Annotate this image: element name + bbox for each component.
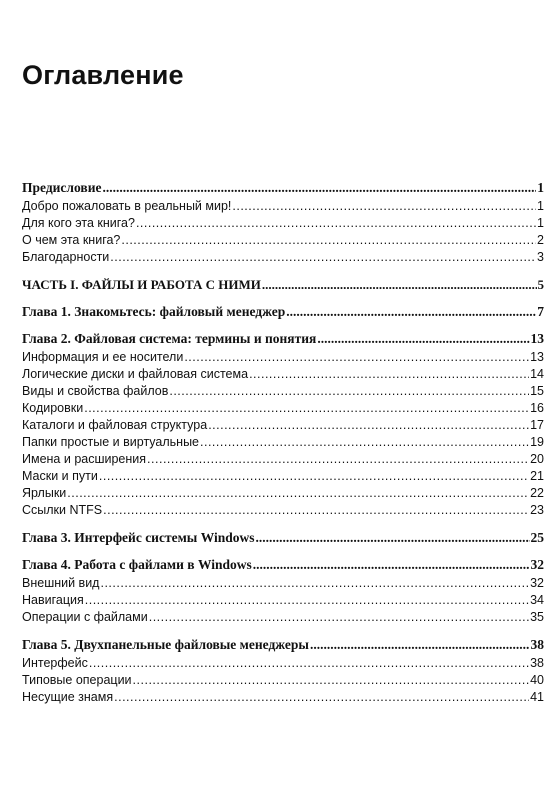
toc-page-number: 19 (530, 435, 544, 449)
dot-leader (102, 179, 536, 196)
toc-page-number: 17 (530, 418, 544, 432)
dot-leader (136, 215, 536, 232)
toc-entry-title: Ярлыки (22, 486, 67, 500)
toc-entry-title: Логические диски и файловая система (22, 367, 249, 381)
toc-heading (22, 303, 544, 320)
toc-entry-title: Несущие знамя (22, 690, 114, 704)
toc-page-number: 21 (530, 469, 544, 483)
toc-page-number: 1 (537, 216, 544, 230)
toc-page-number: 13 (530, 350, 544, 364)
toc-entry-title: Глава 4. Работа с файлами в Windows (22, 557, 252, 572)
toc-page-number: 32 (530, 557, 544, 572)
toc-entry-title: Имена и расширения (22, 452, 147, 466)
toc-entry (22, 434, 544, 451)
toc-entry-title: Глава 2. Файловая система: термины и понятия (22, 331, 317, 346)
toc-entry (22, 451, 544, 468)
dot-leader (85, 592, 529, 609)
toc-entry (22, 609, 544, 626)
toc-page-number: 38 (530, 656, 544, 670)
toc-page-number: 15 (530, 384, 544, 398)
toc-entry-title: Глава 5. Двухпанельные файловые менеджеры (22, 637, 309, 652)
dot-leader (99, 468, 529, 485)
toc-page-number: 40 (530, 673, 544, 687)
toc-page-number: 5 (537, 277, 544, 292)
toc-page-number: 22 (530, 486, 544, 500)
toc-entry (22, 592, 544, 609)
toc-entry (22, 232, 544, 249)
toc-page-number: 41 (530, 690, 544, 704)
dot-leader (100, 575, 529, 592)
toc-entry-title: Интерфейс (22, 656, 88, 670)
dot-leader (255, 529, 529, 546)
dot-leader (169, 383, 529, 400)
toc-entry (22, 485, 544, 502)
dot-leader (200, 434, 529, 451)
toc-entry-title: Внешний вид (22, 576, 100, 590)
dot-leader (286, 303, 536, 320)
dot-leader (147, 451, 529, 468)
toc-page-number: 3 (537, 250, 544, 264)
toc-entry-title: Кодировки (22, 401, 84, 415)
dot-leader (232, 198, 536, 215)
toc-entry-title: Операции с файлами (22, 610, 148, 624)
toc-page-number: 1 (537, 199, 544, 213)
toc-entry-title: Навигация (22, 593, 84, 607)
toc-entry (22, 215, 544, 232)
dot-leader (89, 655, 529, 672)
table-of-contents (22, 179, 544, 706)
toc-entry (22, 417, 544, 434)
toc-page-number: 13 (530, 331, 544, 346)
toc-entry-title: Для кого эта книга? (22, 216, 135, 230)
dot-leader (262, 276, 537, 293)
dot-leader (110, 249, 536, 266)
dot-leader (249, 366, 529, 383)
dot-leader (103, 502, 529, 519)
toc-heading (22, 330, 544, 347)
toc-entry-title: Информация и ее носители (22, 350, 184, 364)
toc-entry-title: Глава 3. Интерфейс системы Windows (22, 530, 255, 545)
dot-leader (317, 330, 529, 347)
toc-page-number: 20 (530, 452, 544, 466)
toc-page-number: 38 (530, 637, 544, 652)
dot-leader (310, 636, 530, 653)
toc-entry (22, 249, 544, 266)
dot-leader (253, 556, 530, 573)
toc-page-number: 7 (537, 304, 544, 319)
dot-leader (84, 400, 529, 417)
toc-heading (22, 529, 544, 546)
toc-page-number: 23 (530, 503, 544, 517)
toc-entry (22, 366, 544, 383)
toc-entry-title: Маски и пути (22, 469, 98, 483)
page-title: Оглавление (22, 60, 184, 90)
toc-entry-title: Каталоги и файловая структура (22, 418, 208, 432)
toc-heading (22, 556, 544, 573)
dot-leader (133, 672, 530, 689)
toc-entry (22, 672, 544, 689)
toc-entry (22, 349, 544, 366)
toc-heading (22, 276, 544, 293)
toc-page-number: 34 (530, 593, 544, 607)
toc-page-number: 2 (537, 233, 544, 247)
toc-entry (22, 468, 544, 485)
toc-entry-title: Благодарности (22, 250, 110, 264)
toc-entry (22, 383, 544, 400)
toc-entry-title: Добро пожаловать в реальный мир! (22, 199, 232, 213)
toc-page-number: 35 (530, 610, 544, 624)
dot-leader (121, 232, 536, 249)
dot-leader (184, 349, 529, 366)
toc-entry-title: ЧАСТЬ I. ФАЙЛЫ И РАБОТА С НИМИ (22, 277, 261, 292)
toc-entry (22, 655, 544, 672)
toc-entry-title: Предисловие (22, 180, 102, 195)
toc-page-number: 32 (530, 576, 544, 590)
toc-entry-title: О чем эта книга? (22, 233, 121, 247)
dot-leader (114, 689, 529, 706)
dot-leader (149, 609, 529, 626)
toc-entry (22, 198, 544, 215)
toc-heading (22, 636, 544, 653)
toc-entry (22, 689, 544, 706)
toc-entry-title: Папки простые и виртуальные (22, 435, 200, 449)
toc-page-number: 25 (530, 530, 544, 545)
toc-entry (22, 575, 544, 592)
dot-leader (208, 417, 529, 434)
toc-entry-title: Глава 1. Знакомьтесь: файловый менеджер (22, 304, 286, 319)
toc-heading (22, 179, 544, 196)
toc-entry (22, 502, 544, 519)
toc-entry-title: Виды и свойства файлов (22, 384, 169, 398)
toc-page-number: 14 (530, 367, 544, 381)
toc-page-number: 16 (530, 401, 544, 415)
toc-entry-title: Типовые операции (22, 673, 132, 687)
toc-entry (22, 400, 544, 417)
toc-entry-title: Ссылки NTFS (22, 503, 103, 517)
dot-leader (67, 485, 529, 502)
toc-page-number: 1 (537, 180, 544, 195)
